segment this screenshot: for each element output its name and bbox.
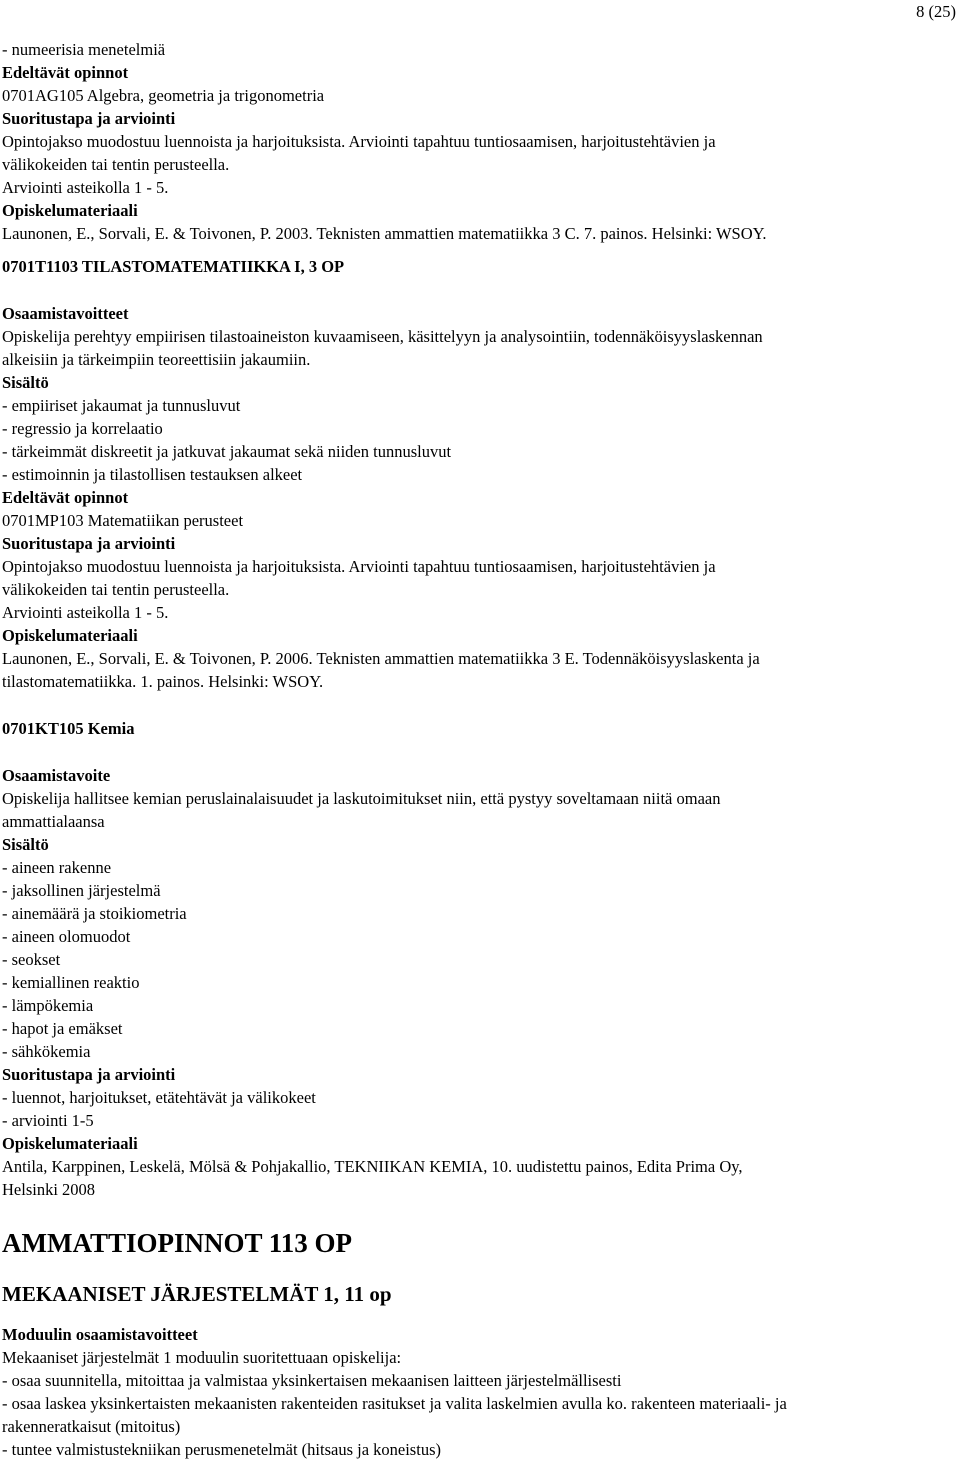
- list-item: rakenneratkaisut (mitoitus): [2, 1417, 181, 1436]
- list-item: - aineen rakenne: [2, 858, 112, 877]
- material-heading: Opiskelumateriaali: [2, 1134, 138, 1153]
- goals-heading: Osaamistavoitteet: [2, 304, 129, 323]
- assessment-text: Arviointi asteikolla 1 - 5.: [2, 603, 169, 622]
- list-item: - arviointi 1-5: [2, 1111, 94, 1130]
- material-text: Antila, Karppinen, Leskelä, Mölsä & Pohjakallio, TEKNIIKAN KEMIA, 10. uudistettu painos, Edita Prima Oy,: [2, 1157, 743, 1176]
- goal-text: ammattialaansa: [2, 812, 105, 831]
- assessment-heading: Suoritustapa ja arviointi: [2, 534, 176, 553]
- assessment-text: välikokeiden tai tentin perusteella.: [2, 155, 230, 174]
- list-item: - hapot ja emäkset: [2, 1019, 123, 1038]
- assessment-heading: Suoritustapa ja arviointi: [2, 1065, 176, 1084]
- module-goals-heading: Moduulin osaamistavoitteet: [2, 1325, 198, 1344]
- prereq-heading: Edeltävät opinnot: [2, 488, 129, 507]
- intro-line: - numeerisia menetelmiä: [2, 40, 166, 59]
- material-heading: Opiskelumateriaali: [2, 201, 138, 220]
- assessment-text: Opintojakso muodostuu luennoista ja harjoituksista. Arviointi tapahtuu tuntiosaamisen, harjoitustehtävien ja: [2, 557, 716, 576]
- prereq-heading: Edeltävät opinnot: [2, 63, 129, 82]
- document-body: [2, 38, 952, 1461]
- list-item: - tärkeimmät diskreetit ja jatkuvat jakaumat sekä niiden tunnusluvut: [2, 442, 452, 461]
- material-text: Launonen, E., Sorvali, E. & Toivonen, P. 2003. Teknisten ammattien matematiikka 3 C. 7. painos. Helsinki: WSOY.: [2, 224, 767, 243]
- module-title: MEKAANISET JÄRJESTELMÄT 1, 11 op: [2, 1282, 392, 1306]
- list-item: - regressio ja korrelaatio: [2, 419, 163, 438]
- list-item: - empiiriset jakaumat ja tunnusluvut: [2, 396, 241, 415]
- goal-heading: Osaamistavoite: [2, 766, 111, 785]
- material-text: Launonen, E., Sorvali, E. & Toivonen, P. 2006. Teknisten ammattien matematiikka 3 E. Todennäköisyyslaskenta ja: [2, 649, 760, 668]
- material-text: tilastomatematiikka. 1. painos. Helsinki: WSOY.: [2, 672, 324, 691]
- course-title: 0701T1103 TILASTOMATEMATIIKKA I, 3 OP: [2, 257, 345, 276]
- list-item: - sähkökemia: [2, 1042, 91, 1061]
- list-item: - jaksollinen järjestelmä: [2, 881, 161, 900]
- list-item: - seokset: [2, 950, 61, 969]
- list-item: - osaa suunnitella, mitoittaa ja valmistaa yksinkertaisen mekaanisen laitteen järjestelmällisesti: [2, 1371, 622, 1390]
- list-item: - aineen olomuodot: [2, 927, 131, 946]
- assessment-heading: Suoritustapa ja arviointi: [2, 109, 176, 128]
- section-title: AMMATTIOPINNOT 113 OP: [2, 1228, 353, 1258]
- goals-text: alkeisiin ja tärkeimpiin teoreettisiin jakaumiin.: [2, 350, 311, 369]
- assessment-text: välikokeiden tai tentin perusteella.: [2, 580, 230, 599]
- content-heading: Sisältö: [2, 835, 49, 854]
- material-text: Helsinki 2008: [2, 1180, 96, 1199]
- list-item: - lämpökemia: [2, 996, 94, 1015]
- list-item: - luennot, harjoitukset, etätehtävät ja välikokeet: [2, 1088, 316, 1107]
- content-heading: Sisältö: [2, 373, 49, 392]
- prereq-text: 0701AG105 Algebra, geometria ja trigonometria: [2, 86, 325, 105]
- module-intro: Mekaaniset järjestelmät 1 moduulin suoritettuaan opiskelija:: [2, 1348, 402, 1367]
- course-title: 0701KT105 Kemia: [2, 719, 135, 738]
- prereq-text: 0701MP103 Matematiikan perusteet: [2, 511, 244, 530]
- goals-text: Opiskelija perehtyy empiirisen tilastoaineiston kuvaamiseen, käsittelyyn ja analysointiin, todennäköisyyslaskennan: [2, 327, 763, 346]
- goal-text: Opiskelija hallitsee kemian peruslainalaisuudet ja laskutoimitukset niin, että pystyy soveltamaan niitä omaan: [2, 789, 721, 808]
- list-item: - osaa laskea yksinkertaisten mekaanisten rakenteiden rasitukset ja valita laskelmien avulla ko. rakenteen materiaali- ja: [2, 1394, 787, 1413]
- page-number: 8 (25): [916, 2, 956, 21]
- assessment-text: Opintojakso muodostuu luennoista ja harjoituksista. Arviointi tapahtuu tuntiosaamisen, harjoitustehtävien ja: [2, 132, 716, 151]
- list-item: - estimoinnin ja tilastollisen testauksen alkeet: [2, 465, 303, 484]
- material-heading: Opiskelumateriaali: [2, 626, 138, 645]
- list-item: - tuntee valmistustekniikan perusmenetelmät (hitsaus ja koneistus): [2, 1440, 441, 1459]
- assessment-text: Arviointi asteikolla 1 - 5.: [2, 178, 169, 197]
- list-item: - ainemäärä ja stoikiometria: [2, 904, 187, 923]
- list-item: - kemiallinen reaktio: [2, 973, 140, 992]
